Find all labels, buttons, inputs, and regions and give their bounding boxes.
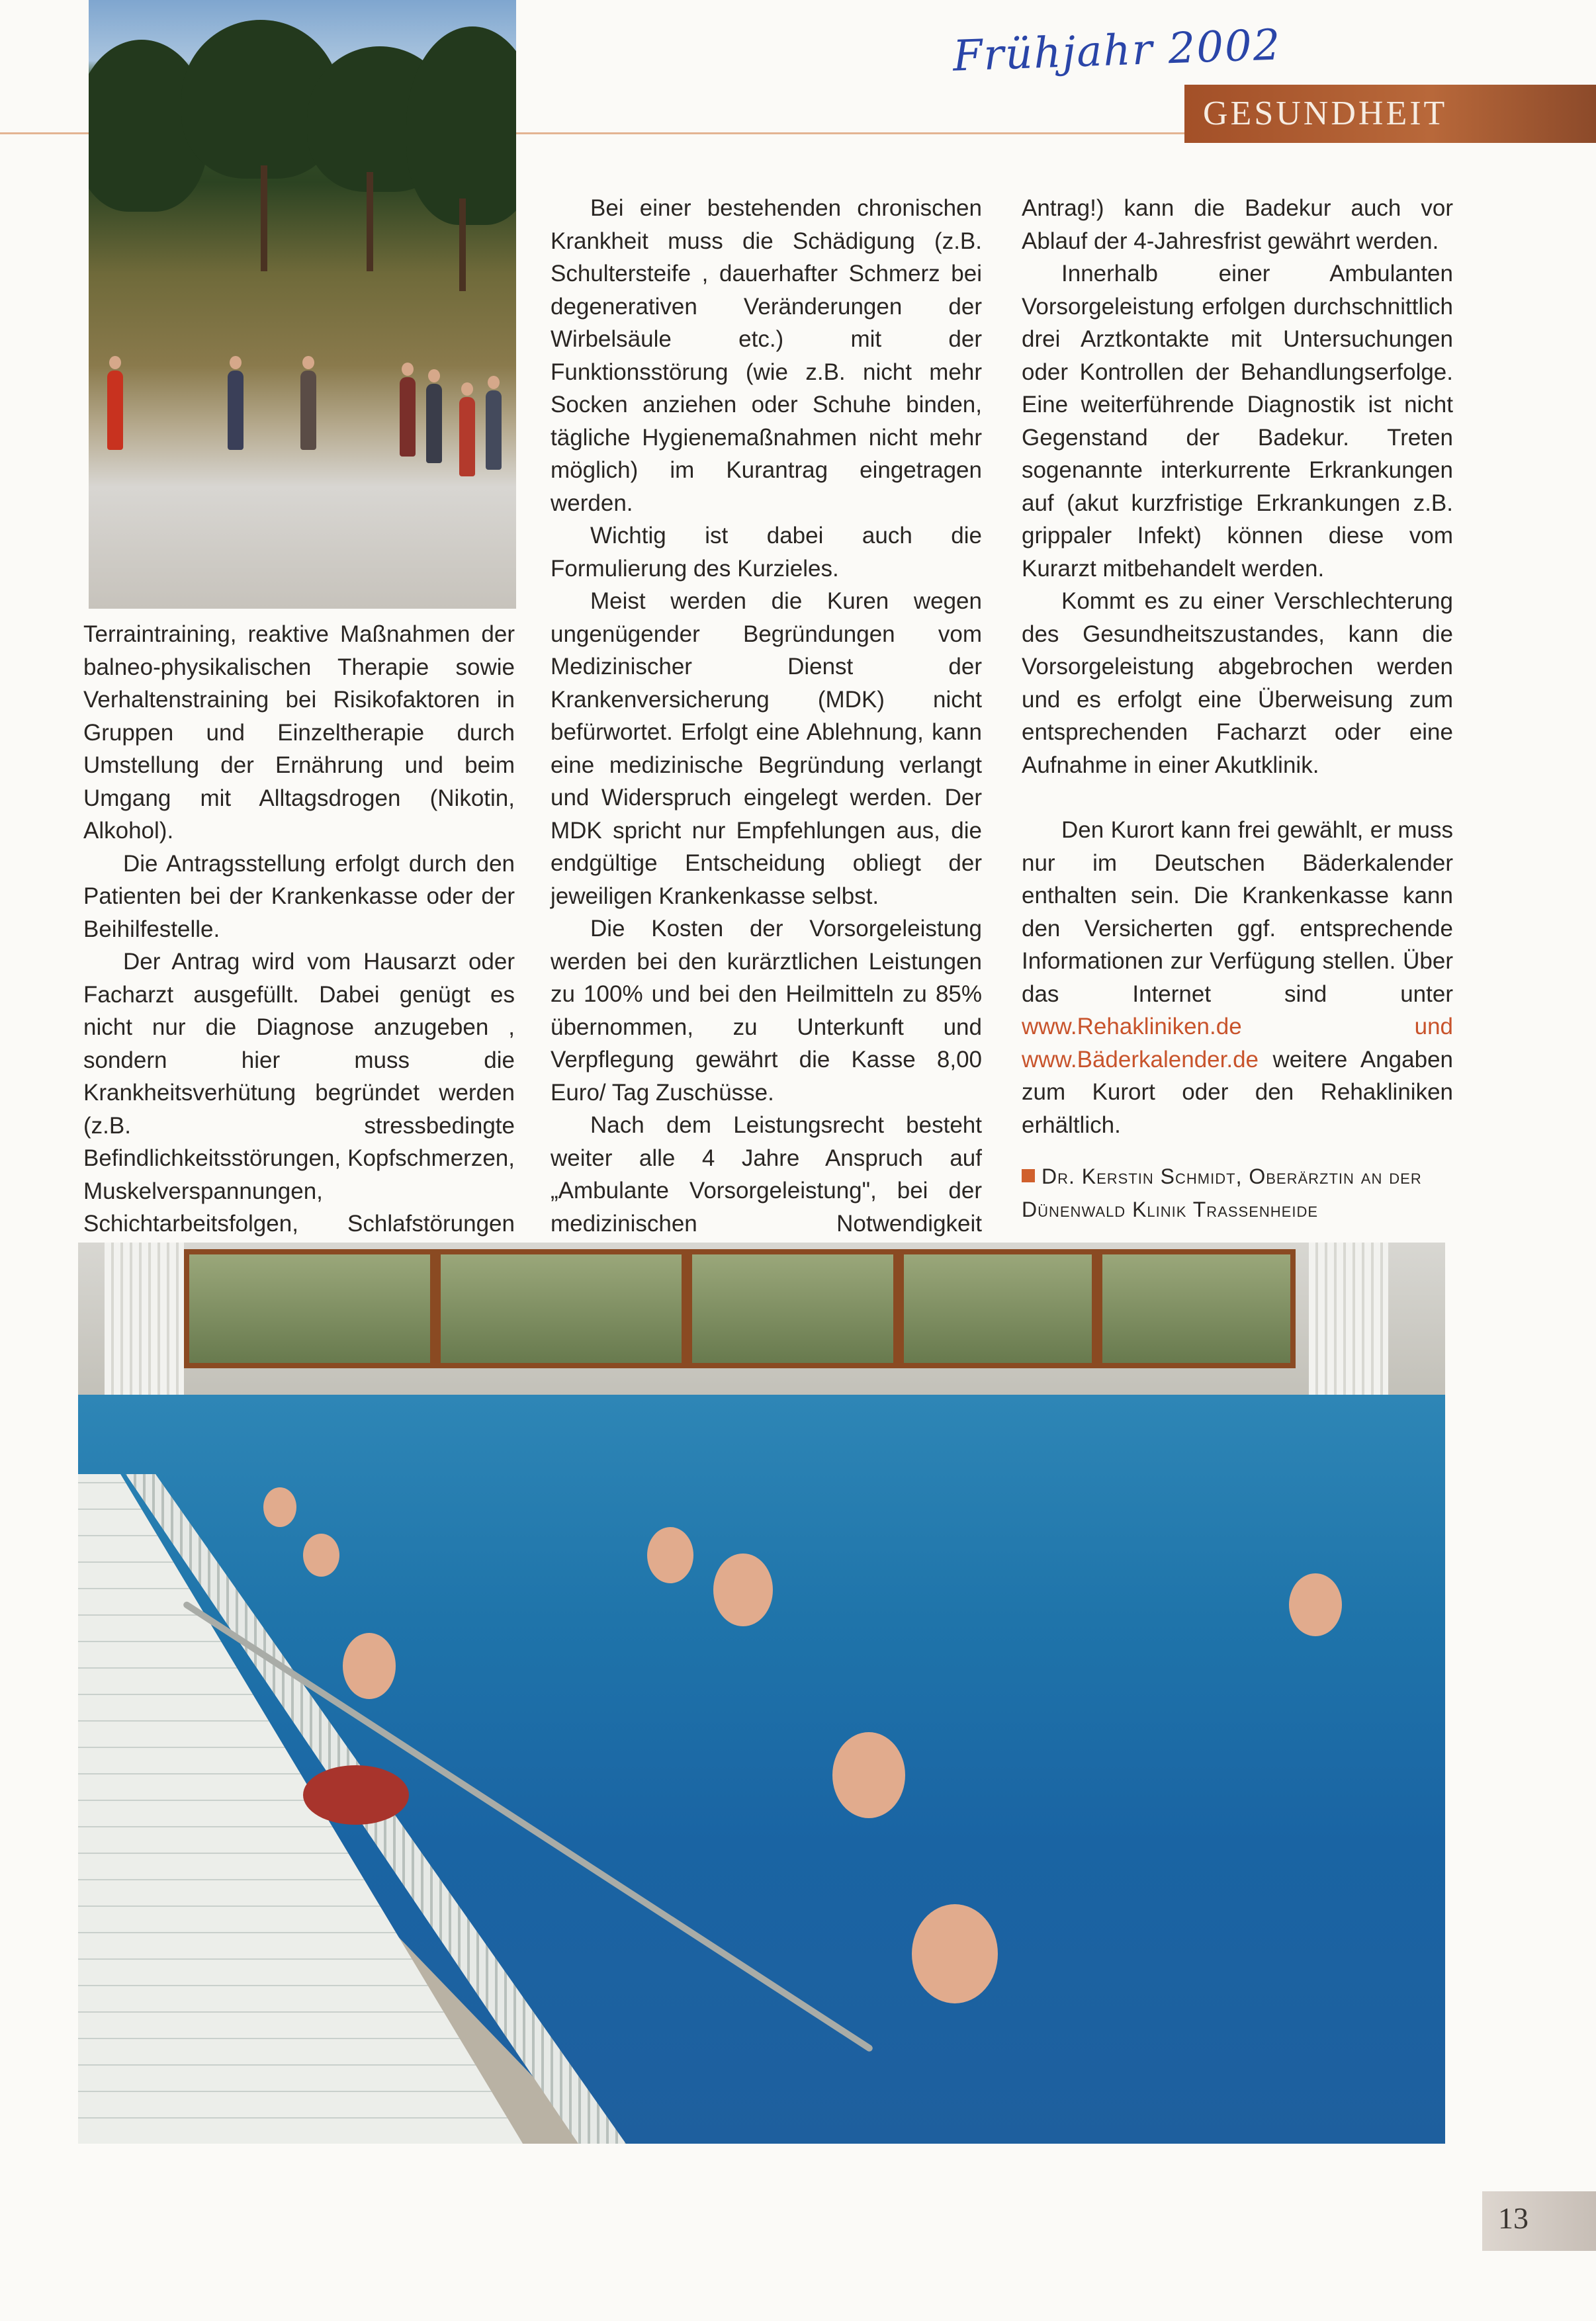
paragraph-with-links xyxy=(1022,814,1453,1141)
page-number: 13 xyxy=(1498,2201,1529,2235)
paragraph: Wichtig ist dabei auch die Formulierung des Kurzieles. xyxy=(551,523,982,582)
paragraph: Die Kosten der Vorsorgeleistung werden bei den kurärztlichen Leistungen zu 100% und bei den Heilmitteln zu 85% übernommen, zu Unterkunft und Verpflegung gewährt die Kasse 8,00 Euro/ Tag Zuschüsse. xyxy=(551,916,982,1106)
paragraph: Nach dem Leistungsrecht besteht weiter alle 4 Jahre Anspruch auf „Ambulante Vorsorgeleistung", bei der medizinischen Notwendigkeit xyxy=(551,1112,982,1237)
paragraph: Antrag!) kann die Badekur auch vor Ablauf der 4-Jahresfrist gewährt werden. xyxy=(1022,195,1453,254)
paragraph: Der Antrag wird vom Hausarzt oder Facharzt ausgefüllt. Dabei genügt es nicht nur die Diagnose anzugeben , sondern hier muss die Krankheitsverhütung begründet werden (z.B. stressbedingte Befindlichkeitsstörungen, Kopfschmerzen, Muskelverspannungen, Schichtarbeitsfolgen, Schlafstörungen xyxy=(83,949,515,1237)
paragraph-text: Den Kurort kann frei gewählt, er muss nur im Deutschen Bäderkalender enthalten sein. Die Krankenkasse kann den Versicherten ggf. entsprechende Informationen zur Verfügung stellen. Über das Internet sind unter xyxy=(1022,817,1453,1007)
right-text-column xyxy=(1022,192,1453,1226)
paragraph-text: weitere Angaben zum Kurort oder den Rehakliniken erhältlich. xyxy=(1022,1046,1453,1138)
byline-square-icon xyxy=(1022,1169,1035,1182)
section-banner xyxy=(1184,85,1596,143)
section-label: GESUNDHEIT xyxy=(1203,95,1448,132)
link-conjunction: und xyxy=(1241,1014,1453,1039)
paragraph: Terraintraining, reaktive Maßnahmen der balneo-physikalischen Therapie sowie Verhaltenstraining bei Risikofaktoren in Gruppen und Einzeltherapie durch Umstellung der Ernährung und beim Umgang mit Alltagsdrogen (Nikotin, Alkohol). xyxy=(83,621,515,844)
author-name: Dr. Kerstin Schmidt, Oberärztin an der Dünenwald Klinik Trassenheide xyxy=(1022,1164,1422,1221)
paragraph: Meist werden die Kuren wegen ungenügender Begründungen vom Medizinischer Dienst der Krankenversicherung (MDK) nicht befürwortet. Erfolgt eine Ablehnung, kann eine medizinische Begründung verlangt und Widerspruch eingelegt werden. Der MDK spricht nur Empfehlungen aus, die endgültige Entscheidung obliegt der jeweiligen Krankenkasse selbst. xyxy=(551,588,982,909)
paragraph: Bei einer bestehenden chronischen Krankheit muss die Schädigung (z.B. Schultersteife , dauerhafter Schmerz bei degenerativen Veränderungen der Wirbelsäule etc.) mit der Funktionsstörung (wie z.B. nicht mehr Socken anziehen oder Schuhe binden, tägliche Hygienemaßnahmen nicht mehr möglich) im Kurantrag eingetragen werden. xyxy=(551,195,982,516)
paragraph: Kommt es zu einer Verschlechterung des Gesundheitszustandes, kann die Vorsorgeleistung abgebrochen werden und es erfolgt eine Überweisung zum entsprechenden Facharzt oder eine Aufnahme in einer Akutklinik. xyxy=(1022,588,1453,778)
left-text-column xyxy=(83,618,515,1273)
author-byline xyxy=(1022,1160,1453,1226)
rehakliniken-link[interactable]: www.Rehakliniken.de xyxy=(1022,1014,1242,1039)
indoor-pool-photo xyxy=(78,1243,1445,2144)
baederkalender-link[interactable]: www.Bäderkalender.de xyxy=(1022,1046,1259,1073)
handwritten-date-note: Frühjahr 2002 xyxy=(952,21,1282,81)
page-number-tab xyxy=(1482,2191,1596,2251)
paragraph: Die Antragsstellung erfolgt durch den Patienten bei der Krankenkasse oder der Beihilfestelle. xyxy=(83,850,515,942)
paragraph: Innerhalb einer Ambulanten Vorsorgeleistung erfolgen durchschnittlich drei Arztkontakte mit Untersuchungen oder Kontrollen der Behandlungserfolge. Eine weiterführende Diagnostik ist nicht Gegenstand der Badekur. Treten sogenannte interkurrente Erkrankungen auf (akut kurzfristige Erkrankungen z.B. grippaler Infekt) können diese vom Kurarzt mitbehandelt werden. xyxy=(1022,261,1453,582)
middle-text-column xyxy=(551,192,982,1273)
terrain-training-photo xyxy=(89,0,516,609)
